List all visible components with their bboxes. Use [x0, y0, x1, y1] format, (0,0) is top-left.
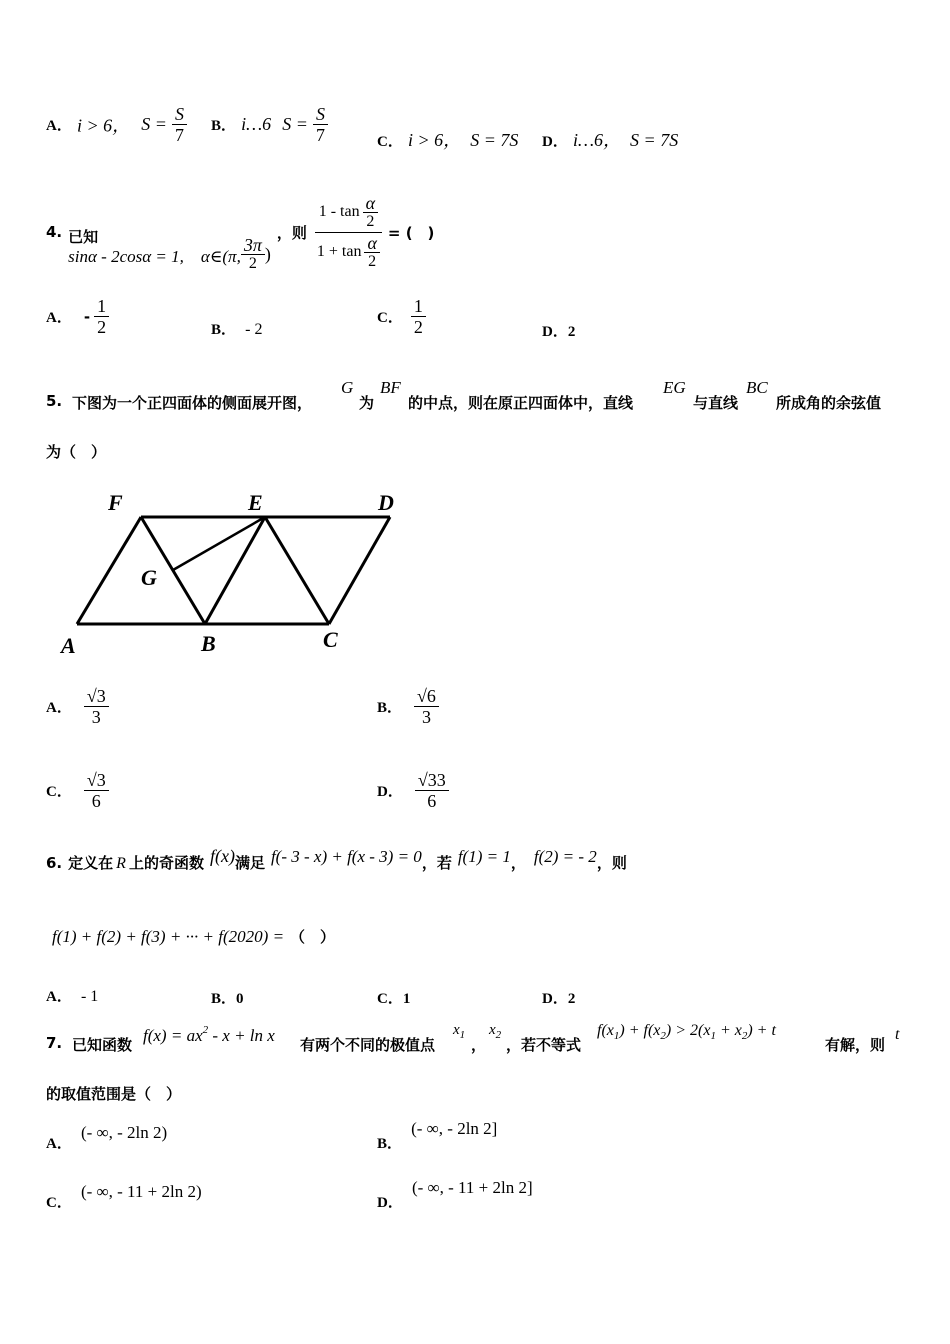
math-text: f(1) + f(2) + f(3) + ··· + f(2020) = [52, 927, 285, 946]
subscript: 2 [660, 1030, 666, 1042]
q3-option-b [211, 104, 328, 145]
question-number: 6. [46, 854, 63, 872]
math-text: t [895, 1026, 900, 1043]
q7-stem-line1 [46, 1020, 906, 1056]
math-text: ) > 2(x [665, 1022, 711, 1039]
math-text: i…6 [241, 114, 272, 134]
math-text: S = [282, 114, 308, 134]
option-label: C． [377, 310, 403, 326]
numerator: 1 [411, 296, 426, 317]
question-text: 已知函数 [72, 1036, 133, 1054]
math-text [489, 1022, 501, 1041]
q4-option-c [377, 296, 426, 337]
math-text: 1 - tan [318, 203, 360, 220]
math-text: i > 6， [407, 130, 462, 150]
math-text: (- ∞, - 11 + 2ln 2] [411, 1178, 533, 1197]
subscript: 2 [495, 1029, 502, 1041]
numerator: √6 [414, 686, 439, 707]
q7-stem-line2: 的取值范围是（ ） [46, 1085, 182, 1103]
q4-stem [46, 188, 434, 276]
q4-option-b [211, 318, 262, 339]
denominator: 7 [315, 125, 325, 145]
variable-x: x [453, 1022, 460, 1038]
denominator: 2 [248, 254, 257, 272]
edge-ec [265, 517, 329, 624]
q7-option-b [377, 1118, 498, 1152]
math-text: ) + t [747, 1022, 776, 1039]
big-fraction [313, 192, 384, 270]
edge-af [77, 517, 141, 624]
q6-option-a [46, 985, 98, 1006]
q4-option-d: D．2 [542, 324, 576, 340]
q5-option-a [46, 686, 109, 727]
denominator: 2 [413, 317, 423, 337]
vertex-label-g: G [141, 565, 157, 590]
denominator [313, 233, 384, 270]
numerator: √3 [84, 770, 109, 791]
question-text: 有解，则 [825, 1036, 886, 1054]
math-text: BF [380, 378, 401, 397]
superscript: 2 [202, 1024, 209, 1036]
math-text: - 2 [245, 321, 263, 338]
question-text: 定义在 [68, 854, 114, 872]
question-text: ， [471, 1036, 487, 1054]
math-text: - x + ln x [208, 1026, 275, 1045]
vertex-label-d: D [378, 490, 394, 515]
math-text: - 1 [80, 988, 99, 1005]
numerator: S [313, 104, 328, 125]
math-text: f(- 3 - x) + f(x - 3) = 0 [270, 847, 422, 866]
denominator: 6 [427, 791, 437, 811]
math-text: (- ∞, - 2ln 2) [80, 1123, 168, 1142]
math-text: ) + f(x [619, 1022, 661, 1039]
question-text: 满足 [234, 854, 265, 872]
q5-option-d [377, 770, 449, 811]
option-label: A． [46, 989, 72, 1005]
question-text: ，则 [596, 854, 627, 872]
option-label: A． [46, 700, 72, 716]
q6-option-b: B．0 [211, 991, 244, 1007]
math-text: (- ∞, - 2ln 2] [411, 1119, 498, 1138]
fraction [94, 296, 109, 337]
subscript: 1 [459, 1029, 466, 1041]
numerator: S [172, 104, 187, 125]
condition-expression [68, 236, 271, 273]
q5-option-b [377, 686, 439, 727]
option-label: D． [542, 134, 568, 150]
question-text: 已知 [68, 228, 99, 246]
fraction [364, 232, 379, 270]
question-number: 5. [46, 392, 63, 410]
math-text: i > 6， [76, 115, 131, 136]
denominator: 3 [91, 707, 101, 727]
math-text [143, 1024, 275, 1046]
q6-option-d: D．2 [542, 991, 576, 1007]
q5-stem-line2: 为（ ） [46, 443, 107, 461]
option-label: A． [46, 310, 72, 326]
fraction [172, 104, 187, 145]
question-text: 所成角的余弦值 [776, 394, 882, 412]
q4-option-a [46, 296, 109, 337]
q7-option-c [46, 1181, 202, 1211]
q3-option-c [377, 126, 518, 152]
fraction [84, 686, 109, 727]
option-label: A． [46, 118, 72, 134]
option-label: B． [377, 1136, 403, 1152]
math-text: G [341, 378, 354, 397]
math-text: EG [663, 378, 686, 397]
edge-cd [329, 517, 390, 624]
vertex-label-a: A [61, 633, 76, 658]
question-text: 为 [359, 394, 375, 412]
option-label: B． [211, 322, 237, 338]
math-text: f(x [597, 1022, 614, 1039]
q6-sum-line [52, 926, 335, 947]
math-text: BC [746, 378, 768, 397]
option-label: A． [46, 1136, 72, 1152]
question-text: = ( ) [387, 223, 435, 242]
option-label: D． [377, 784, 403, 800]
fraction [363, 192, 378, 230]
vertex-label-c: C [323, 627, 338, 652]
fraction [415, 770, 449, 811]
question-text: ， [510, 854, 526, 872]
option-label: C． [46, 1195, 72, 1211]
fraction [313, 104, 328, 145]
question-text: 有两个不同的极值点 [300, 1036, 436, 1054]
math-text: R [116, 855, 126, 872]
question-text: 上的奇函数 [128, 854, 204, 872]
question-text: （ ） [290, 928, 336, 946]
numerator: 3π [241, 236, 265, 255]
denominator: 7 [174, 125, 184, 145]
option-label: B． [377, 700, 403, 716]
math-text: f(x) = ax [143, 1026, 203, 1045]
question-number: 4. [46, 223, 63, 241]
numerator: α [363, 195, 378, 213]
denominator: 2 [97, 317, 107, 337]
math-text: f(1) = 1 [457, 847, 511, 866]
variable-x: x [489, 1022, 496, 1038]
denominator: 3 [421, 707, 431, 727]
fraction [414, 686, 439, 727]
math-text: + x [715, 1022, 742, 1039]
vertex-label-b: B [201, 631, 216, 656]
fraction [411, 296, 426, 337]
option-label: B． [211, 118, 237, 134]
q3-option-d [542, 126, 678, 152]
q6-stem [46, 846, 627, 873]
subscript: 1 [710, 1030, 716, 1042]
math-text [453, 1022, 465, 1041]
math-text: f(2) = - 2 [533, 847, 597, 866]
q5-option-c [46, 770, 109, 811]
option-label: C． [46, 784, 72, 800]
numerator: α [364, 235, 379, 253]
question-text: 下图为一个正四面体的侧面展开图， [72, 394, 313, 412]
subscript: 2 [741, 1030, 748, 1042]
denominator: 6 [91, 791, 101, 811]
question-text: ，则 [276, 223, 307, 242]
q3-option-a [46, 104, 187, 145]
question-text: 的中点，则在原正四面体中，直线 [408, 394, 634, 412]
option-label: C． [377, 134, 403, 150]
math-text: i…6， [572, 130, 621, 150]
vertex-label-e: E [248, 490, 263, 515]
math-text: sinα - 2cosα = 1, α∈(π, [68, 246, 241, 266]
math-text [597, 1022, 776, 1042]
question-text: 与直线 [693, 394, 739, 412]
q6-option-c: C．1 [377, 991, 411, 1007]
math-text: S = [141, 114, 167, 134]
math-text: f(x) [209, 846, 235, 866]
numerator [315, 192, 382, 233]
fraction [84, 770, 109, 811]
math-text: S = 7S [630, 130, 679, 150]
math-text: S = 7S [470, 130, 519, 150]
denominator: 2 [366, 212, 375, 230]
subscript: 1 [613, 1030, 620, 1042]
numerator: 1 [94, 296, 109, 317]
numerator: √3 [84, 686, 109, 707]
q7-option-a [46, 1122, 168, 1152]
math-text: - [83, 307, 91, 326]
question-text: ，若不等式 [506, 1036, 582, 1054]
tetrahedron-net-figure [55, 485, 415, 660]
q7-option-d [377, 1177, 533, 1211]
question-number: 7. [46, 1034, 63, 1052]
vertex-label-f: F [108, 490, 123, 515]
question-text: ，若 [421, 854, 452, 872]
math-text: ) [264, 243, 271, 264]
numerator: √33 [415, 770, 449, 791]
fraction [241, 236, 265, 273]
math-text: (- ∞, - 11 + 2ln 2) [80, 1182, 202, 1201]
math-text: 1 + tan [316, 243, 362, 260]
option-label: D． [377, 1195, 403, 1211]
denominator: 2 [368, 252, 377, 270]
net-edges [77, 517, 390, 624]
